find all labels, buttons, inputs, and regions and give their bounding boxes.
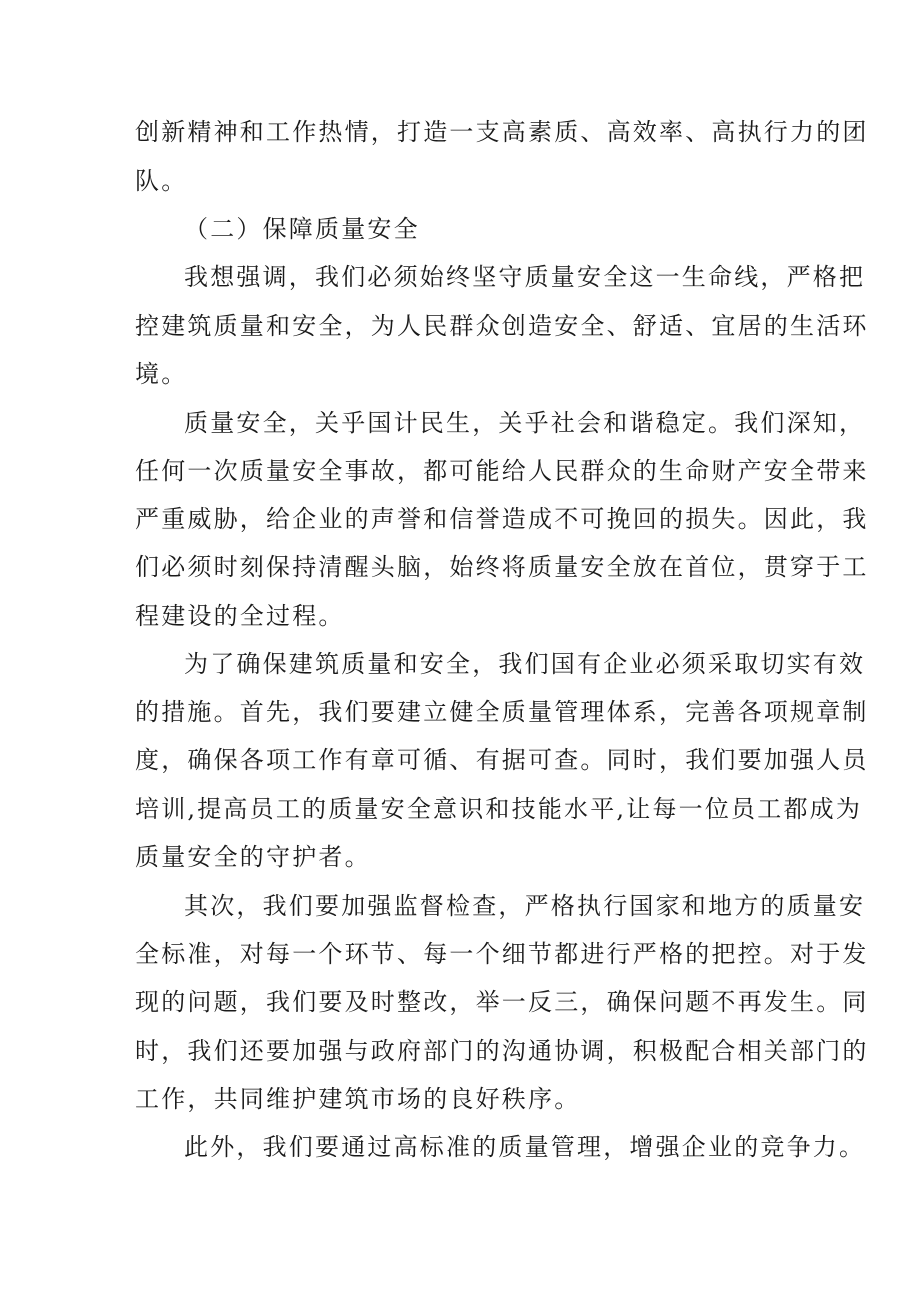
- section-heading: （二）保障质量安全: [184, 215, 420, 243]
- text-line: 程建设的全过程。: [135, 602, 345, 630]
- text-line: 任何一次质量安全事故，都可能给人民群众的生命财产安全带来: [135, 457, 869, 485]
- text-line: 队。: [135, 167, 188, 195]
- text-line: 控建筑质量和安全，为人民群众创造安全、舒适、宜居的生活环: [135, 312, 869, 340]
- text-line: 工作，共同维护建筑市场的良好秩序。: [135, 1085, 581, 1113]
- text-line: 我想强调，我们必须始终坚守质量安全这一生命线，严格把: [184, 263, 866, 291]
- text-line: 现的问题，我们要及时整改，举一反三，确保问题不再发生。同: [135, 988, 869, 1016]
- text-line: 度，确保各项工作有章可循、有据可查。同时，我们要加强人员: [135, 746, 869, 774]
- text-line: 质量安全的守护者。: [135, 843, 371, 871]
- text-line: 质量安全，关乎国计民生，关乎社会和谐稳定。我们深知，: [184, 409, 866, 437]
- text-line: 其次，我们要加强监督检查，严格执行国家和地方的质量安: [184, 892, 866, 920]
- text-line: 培训,提高员工的质量安全意识和技能水平,让每一位员工都成为: [135, 795, 863, 823]
- text-line: 全标准，对每一个环节、每一个细节都进行严格的把控。对于发: [135, 940, 869, 968]
- text-line: 为了确保建筑质量和安全，我们国有企业必须采取切实有效: [184, 650, 866, 678]
- text-line: 创新精神和工作热情，打造一支高素质、高效率、高执行力的团: [135, 118, 869, 146]
- text-line: 境。: [135, 360, 188, 388]
- text-line: 们必须时刻保持清醒头脑，始终将质量安全放在首位，贯穿于工: [135, 553, 869, 581]
- text-line: 严重威胁，给企业的声誉和信誉造成不可挽回的损失。因此，我: [135, 505, 869, 533]
- text-line: 的措施。首先，我们要建立健全质量管理体系，完善各项规章制: [135, 698, 869, 726]
- text-line: 此外，我们要通过高标准的质量管理，增强企业的竞争力。: [184, 1133, 866, 1161]
- text-line: 时，我们还要加强与政府部门的沟通协调，积极配合相关部门的: [135, 1037, 869, 1065]
